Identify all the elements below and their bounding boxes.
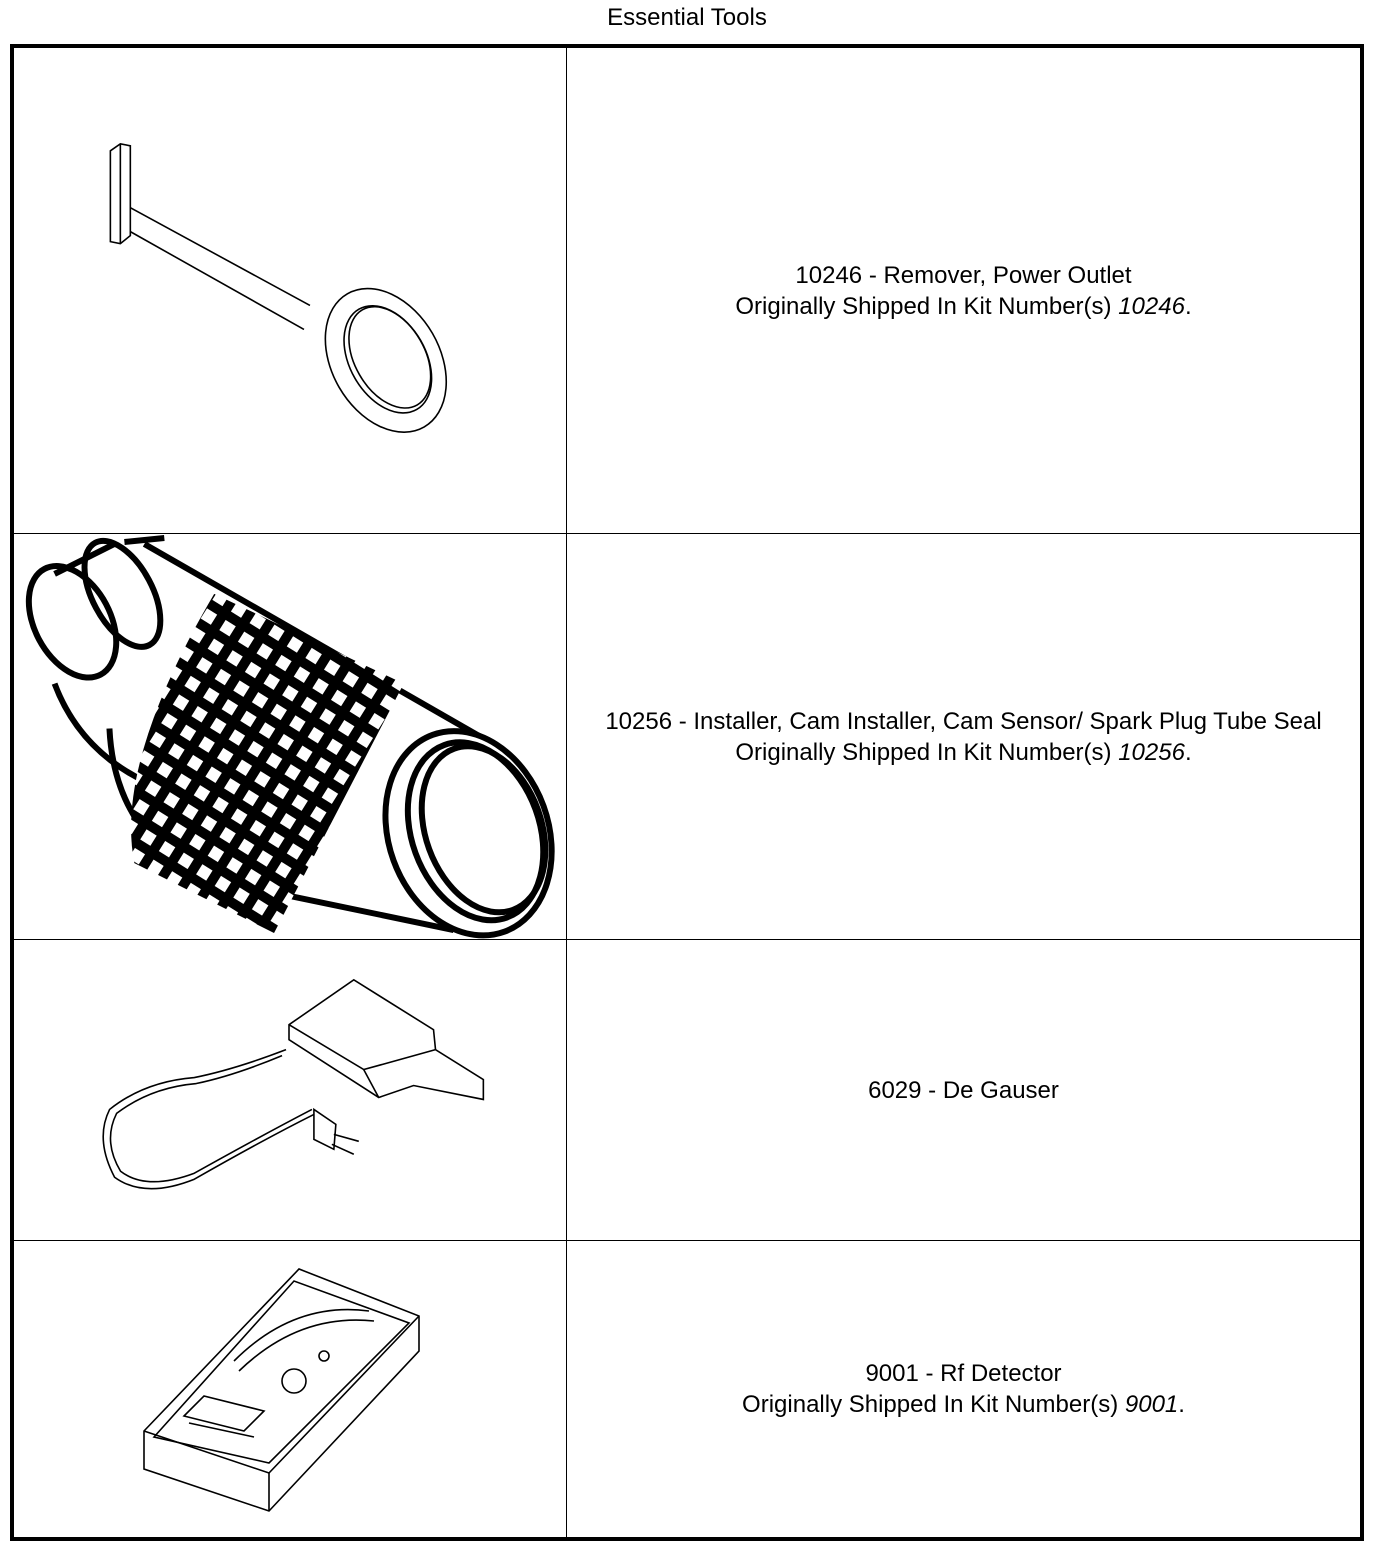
table-row [14,534,1360,940]
tool-description-cell [567,1241,1360,1537]
tool-heading: 10256 - Installer, Cam Installer, Cam Sensor/ Spark Plug Tube Seal [605,707,1322,735]
kit-number: 10246 [1118,292,1185,320]
rf-detector-illustration [14,1241,567,1537]
kit-line [735,291,1191,322]
tool-image-cell [14,1241,567,1537]
tool-image-cell [14,940,567,1240]
table-row [14,940,1360,1241]
tool-heading: 9001 - Rf Detector [865,1360,1062,1387]
page-title: Essential Tools [607,4,767,31]
kit-number: 9001 [1124,1391,1179,1418]
kit-line [742,1389,1185,1420]
tools-table [10,44,1364,1541]
kit-suffix: . [1184,738,1192,766]
tool-heading: 10246 - Remover, Power Outlet [795,261,1132,289]
de-gauser-illustration [14,940,567,1240]
kit-prefix: Originally Shipped In Kit Number(s) [735,738,1112,766]
power-outlet-remover-illustration [14,48,567,533]
kit-suffix: . [1184,292,1192,320]
table-row [14,1241,1360,1537]
tool-description-cell [567,48,1360,533]
tool-description-cell [567,940,1360,1240]
kit-number: 10256 [1118,738,1185,766]
table-row [14,48,1360,534]
kit-line [735,737,1191,768]
kit-prefix: Originally Shipped In Kit Number(s) [742,1391,1119,1418]
cam-sensor-installer-illustration [14,534,567,939]
tool-heading: 6029 - De Gauser [868,1076,1059,1104]
kit-prefix: Originally Shipped In Kit Number(s) [735,292,1112,320]
kit-suffix: . [1178,1391,1185,1418]
tool-image-cell [14,534,567,939]
tool-description-cell [567,534,1360,939]
tool-image-cell [14,48,567,533]
